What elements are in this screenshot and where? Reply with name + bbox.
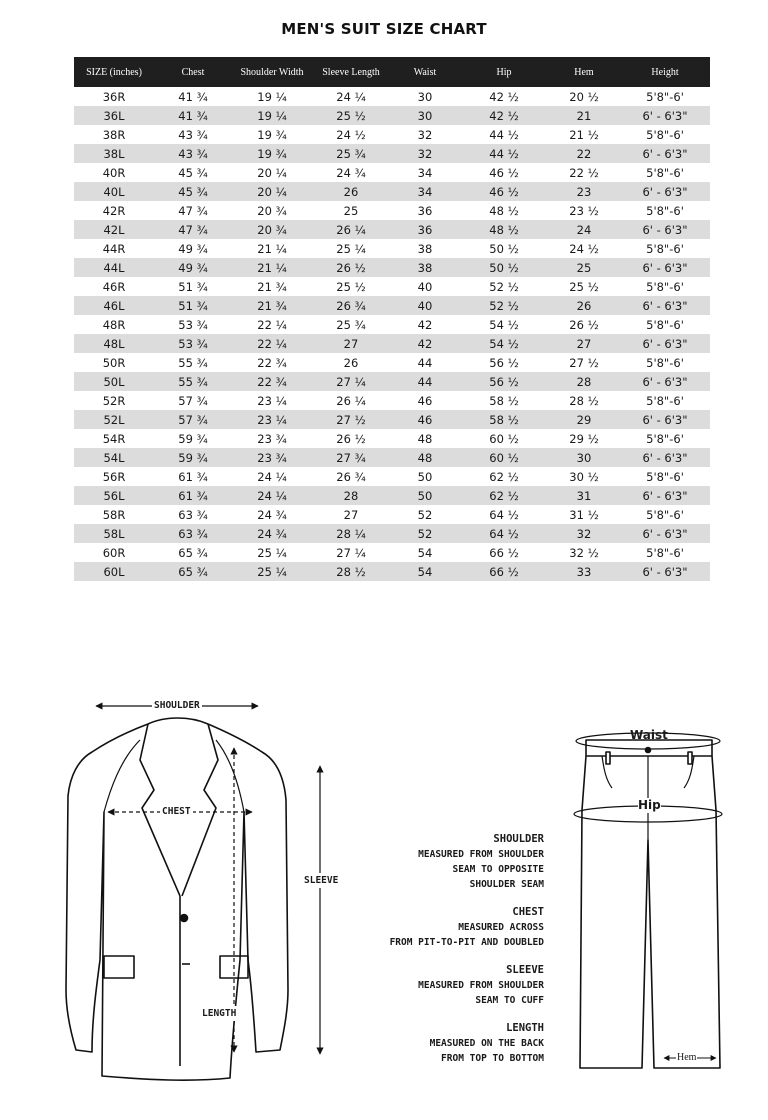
table-cell: 6' - 6'3" bbox=[620, 182, 710, 201]
desc-length bbox=[430, 1021, 544, 1066]
table-cell: 54L bbox=[74, 448, 154, 467]
table-cell: 58L bbox=[74, 524, 154, 543]
table-cell: 36 bbox=[390, 201, 460, 220]
table-cell: 19 ¼ bbox=[232, 87, 312, 106]
table-cell: 60L bbox=[74, 562, 154, 581]
table-cell: 6' - 6'3" bbox=[620, 410, 710, 429]
desc-line: MEASURED FROM SHOULDER bbox=[418, 980, 544, 991]
table-cell: 52 bbox=[390, 524, 460, 543]
table-cell: 22 bbox=[548, 144, 620, 163]
table-cell: 24 ¾ bbox=[232, 505, 312, 524]
table-cell: 6' - 6'3" bbox=[620, 144, 710, 163]
desc-heading: CHEST bbox=[512, 906, 544, 918]
table-cell: 43 ¾ bbox=[154, 144, 232, 163]
table-cell: 30 bbox=[390, 87, 460, 106]
column-header: Hip bbox=[460, 57, 548, 87]
table-cell: 27 bbox=[548, 334, 620, 353]
table-cell: 27 ½ bbox=[312, 410, 390, 429]
table-cell: 5'8"-6' bbox=[620, 353, 710, 372]
sleeve-label: SLEEVE bbox=[304, 875, 339, 886]
table-cell: 6' - 6'3" bbox=[620, 562, 710, 581]
table-cell: 42L bbox=[74, 220, 154, 239]
table-cell: 5'8"-6' bbox=[620, 467, 710, 486]
table-cell: 5'8"-6' bbox=[620, 87, 710, 106]
table-cell: 58 ½ bbox=[460, 410, 548, 429]
table-cell: 40R bbox=[74, 163, 154, 182]
table-cell: 34 bbox=[390, 182, 460, 201]
table-cell: 24 ¾ bbox=[232, 524, 312, 543]
table-cell: 32 bbox=[390, 125, 460, 144]
table-cell: 51 ¾ bbox=[154, 296, 232, 315]
waist-label: Waist bbox=[630, 728, 668, 742]
hem-label: Hem bbox=[677, 1052, 697, 1063]
table-cell: 24 bbox=[548, 220, 620, 239]
table-cell: 56L bbox=[74, 486, 154, 505]
pants-button bbox=[646, 748, 651, 753]
table-cell: 46L bbox=[74, 296, 154, 315]
table-cell: 27 ¾ bbox=[312, 448, 390, 467]
table-cell: 46 bbox=[390, 391, 460, 410]
table-cell: 32 bbox=[390, 144, 460, 163]
table-cell: 51 ¾ bbox=[154, 277, 232, 296]
table-cell: 19 ¾ bbox=[232, 144, 312, 163]
table-cell: 42 ½ bbox=[460, 106, 548, 125]
table-cell: 65 ¾ bbox=[154, 562, 232, 581]
table-cell: 22 ½ bbox=[548, 163, 620, 182]
table-cell: 20 ¾ bbox=[232, 220, 312, 239]
table-cell: 28 bbox=[548, 372, 620, 391]
table-cell: 24 ¼ bbox=[232, 467, 312, 486]
pants-illustration bbox=[580, 740, 720, 1068]
table-cell: 56 ½ bbox=[460, 372, 548, 391]
desc-shoulder bbox=[418, 832, 544, 892]
belt-loop-left bbox=[606, 752, 610, 764]
table-cell: 54 bbox=[390, 562, 460, 581]
table-cell: 46 bbox=[390, 410, 460, 429]
table-cell: 30 ½ bbox=[548, 467, 620, 486]
table-cell: 44R bbox=[74, 239, 154, 258]
desc-line: SEAM TO OPPOSITE bbox=[452, 864, 544, 875]
table-cell: 52 bbox=[390, 505, 460, 524]
table-cell: 32 bbox=[548, 524, 620, 543]
table-cell: 54 ½ bbox=[460, 334, 548, 353]
table-cell: 61 ¾ bbox=[154, 467, 232, 486]
table-cell: 26 ½ bbox=[312, 429, 390, 448]
table-cell: 55 ¾ bbox=[154, 372, 232, 391]
desc-heading: SLEEVE bbox=[506, 964, 544, 976]
table-cell: 23 ¾ bbox=[232, 448, 312, 467]
table-cell: 33 bbox=[548, 562, 620, 581]
table-cell: 38L bbox=[74, 144, 154, 163]
table-cell: 26 bbox=[548, 296, 620, 315]
table-cell: 5'8"-6' bbox=[620, 315, 710, 334]
table-cell: 28 ¼ bbox=[312, 524, 390, 543]
jacket-illustration bbox=[66, 718, 288, 1080]
table-cell: 58R bbox=[74, 505, 154, 524]
table-cell: 26 bbox=[312, 353, 390, 372]
desc-heading: SHOULDER bbox=[493, 833, 544, 845]
desc-line: MEASURED ON THE BACK bbox=[429, 1038, 544, 1049]
table-cell: 29 bbox=[548, 410, 620, 429]
table-cell: 26 ¾ bbox=[312, 467, 390, 486]
table-cell: 45 ¾ bbox=[154, 163, 232, 182]
table-cell: 25 ½ bbox=[312, 106, 390, 125]
table-cell: 48 bbox=[390, 448, 460, 467]
table-cell: 48R bbox=[74, 315, 154, 334]
table-cell: 40 bbox=[390, 277, 460, 296]
column-header: Waist bbox=[390, 57, 460, 87]
table-cell: 59 ¾ bbox=[154, 448, 232, 467]
table-cell: 26 ¾ bbox=[312, 296, 390, 315]
table-cell: 48 bbox=[390, 429, 460, 448]
table-cell: 19 ¾ bbox=[232, 125, 312, 144]
table-cell: 50L bbox=[74, 372, 154, 391]
table-cell: 60R bbox=[74, 543, 154, 562]
left-pocket-flap bbox=[104, 956, 134, 978]
table-cell: 6' - 6'3" bbox=[620, 448, 710, 467]
jacket-outline bbox=[66, 724, 288, 1080]
table-cell: 6' - 6'3" bbox=[620, 334, 710, 353]
table-cell: 53 ¾ bbox=[154, 334, 232, 353]
hip-label: Hip bbox=[638, 798, 661, 812]
table-cell: 50R bbox=[74, 353, 154, 372]
table-cell: 52R bbox=[74, 391, 154, 410]
table-cell: 26 ½ bbox=[548, 315, 620, 334]
table-cell: 26 bbox=[312, 182, 390, 201]
table-cell: 29 ½ bbox=[548, 429, 620, 448]
table-cell: 66 ½ bbox=[460, 543, 548, 562]
desc-sleeve bbox=[418, 963, 544, 1008]
table-cell: 46 ½ bbox=[460, 182, 548, 201]
table-cell: 24 ¼ bbox=[312, 87, 390, 106]
table-cell: 48 ½ bbox=[460, 201, 548, 220]
chest-label: CHEST bbox=[162, 806, 191, 817]
table-cell: 62 ½ bbox=[460, 486, 548, 505]
table-cell: 45 ¾ bbox=[154, 182, 232, 201]
table-cell: 24 ½ bbox=[312, 125, 390, 144]
table-cell: 46 ½ bbox=[460, 163, 548, 182]
belt-loop-right bbox=[688, 752, 692, 764]
table-cell: 27 ¼ bbox=[312, 372, 390, 391]
table-cell: 50 ½ bbox=[460, 258, 548, 277]
table-cell: 20 ½ bbox=[548, 87, 620, 106]
table-cell: 58 ½ bbox=[460, 391, 548, 410]
table-cell: 44 ½ bbox=[460, 125, 548, 144]
desc-heading: LENGTH bbox=[506, 1022, 544, 1034]
table-cell: 5'8"-6' bbox=[620, 239, 710, 258]
table-cell: 49 ¾ bbox=[154, 239, 232, 258]
table-cell: 56 ½ bbox=[460, 353, 548, 372]
table-cell: 41 ¾ bbox=[154, 87, 232, 106]
desc-line: FROM PIT-TO-PIT AND DOUBLED bbox=[389, 937, 544, 948]
desc-line: SEAM TO CUFF bbox=[475, 995, 544, 1006]
table-cell: 23 ¼ bbox=[232, 391, 312, 410]
table-cell: 44 bbox=[390, 372, 460, 391]
table-cell: 19 ¼ bbox=[232, 106, 312, 125]
table-cell: 42 ½ bbox=[460, 87, 548, 106]
table-cell: 53 ¾ bbox=[154, 315, 232, 334]
table-cell: 27 ½ bbox=[548, 353, 620, 372]
table-cell: 30 bbox=[390, 106, 460, 125]
column-header: SIZE (inches) bbox=[74, 57, 154, 87]
table-cell: 57 ¾ bbox=[154, 410, 232, 429]
table-cell: 25 bbox=[548, 258, 620, 277]
table-cell: 26 ½ bbox=[312, 258, 390, 277]
table-cell: 25 ¾ bbox=[312, 144, 390, 163]
table-cell: 48 ½ bbox=[460, 220, 548, 239]
table-cell: 41 ¾ bbox=[154, 106, 232, 125]
table-cell: 42R bbox=[74, 201, 154, 220]
table-cell: 55 ¾ bbox=[154, 353, 232, 372]
table-cell: 40 bbox=[390, 296, 460, 315]
table-cell: 24 ½ bbox=[548, 239, 620, 258]
table-cell: 27 ¼ bbox=[312, 543, 390, 562]
column-header: Height bbox=[620, 57, 710, 87]
table-cell: 25 ¼ bbox=[232, 543, 312, 562]
table-cell: 21 ¼ bbox=[232, 239, 312, 258]
table-cell: 27 bbox=[312, 334, 390, 353]
table-cell: 38 bbox=[390, 258, 460, 277]
table-cell: 6' - 6'3" bbox=[620, 296, 710, 315]
table-cell: 43 ¾ bbox=[154, 125, 232, 144]
table-cell: 47 ¾ bbox=[154, 220, 232, 239]
table-cell: 59 ¾ bbox=[154, 429, 232, 448]
table-cell: 24 ¾ bbox=[312, 163, 390, 182]
table-cell: 50 ½ bbox=[460, 239, 548, 258]
table-cell: 5'8"-6' bbox=[620, 429, 710, 448]
jacket-left-armhole bbox=[104, 740, 140, 812]
desc-line: FROM TOP TO BOTTOM bbox=[441, 1053, 544, 1064]
table-cell: 31 ½ bbox=[548, 505, 620, 524]
table-cell: 64 ½ bbox=[460, 524, 548, 543]
table-cell: 6' - 6'3" bbox=[620, 372, 710, 391]
table-cell: 22 ¾ bbox=[232, 372, 312, 391]
table-cell: 21 bbox=[548, 106, 620, 125]
table-cell: 64 ½ bbox=[460, 505, 548, 524]
table-cell: 5'8"-6' bbox=[620, 163, 710, 182]
table-cell: 25 ¼ bbox=[312, 239, 390, 258]
table-cell: 32 ½ bbox=[548, 543, 620, 562]
table-cell: 28 ½ bbox=[312, 562, 390, 581]
table-cell: 65 ¾ bbox=[154, 543, 232, 562]
column-header: Hem bbox=[548, 57, 620, 87]
table-cell: 49 ¾ bbox=[154, 258, 232, 277]
table-cell: 54R bbox=[74, 429, 154, 448]
table-cell: 56R bbox=[74, 467, 154, 486]
table-cell: 63 ¾ bbox=[154, 505, 232, 524]
table-cell: 25 ½ bbox=[548, 277, 620, 296]
column-header: Shoulder Width bbox=[232, 57, 312, 87]
table-cell: 42 bbox=[390, 315, 460, 334]
table-cell: 44 bbox=[390, 353, 460, 372]
table-cell: 22 ¼ bbox=[232, 334, 312, 353]
table-cell: 28 bbox=[312, 486, 390, 505]
desc-line: SHOULDER SEAM bbox=[469, 879, 544, 890]
table-cell: 52 ½ bbox=[460, 277, 548, 296]
table-cell: 52L bbox=[74, 410, 154, 429]
chart-title: MEN'S SUIT SIZE CHART bbox=[281, 20, 487, 38]
desc-line: MEASURED FROM SHOULDER bbox=[418, 849, 544, 860]
table-cell: 6' - 6'3" bbox=[620, 258, 710, 277]
table-cell: 25 bbox=[312, 201, 390, 220]
table-cell: 23 ¼ bbox=[232, 410, 312, 429]
table-cell: 20 ¾ bbox=[232, 201, 312, 220]
shoulder-label: SHOULDER bbox=[154, 700, 200, 711]
table-cell: 24 ¼ bbox=[232, 486, 312, 505]
table-cell: 20 ¼ bbox=[232, 163, 312, 182]
table-cell: 21 ½ bbox=[548, 125, 620, 144]
jacket-button bbox=[181, 915, 188, 922]
table-cell: 36 bbox=[390, 220, 460, 239]
table-cell: 60 ½ bbox=[460, 448, 548, 467]
table-cell: 5'8"-6' bbox=[620, 391, 710, 410]
table-cell: 5'8"-6' bbox=[620, 125, 710, 144]
jacket-right-armhole bbox=[216, 740, 244, 812]
table-cell: 36L bbox=[74, 106, 154, 125]
table-cell: 57 ¾ bbox=[154, 391, 232, 410]
jacket-collar bbox=[148, 718, 208, 724]
length-label: LENGTH bbox=[202, 1008, 237, 1019]
table-cell: 21 ¾ bbox=[232, 277, 312, 296]
table-cell: 21 ¾ bbox=[232, 296, 312, 315]
table-cell: 25 ¾ bbox=[312, 315, 390, 334]
table-cell: 50 bbox=[390, 486, 460, 505]
table-cell: 63 ¾ bbox=[154, 524, 232, 543]
table-cell: 22 ¼ bbox=[232, 315, 312, 334]
table-cell: 46R bbox=[74, 277, 154, 296]
table-cell: 50 bbox=[390, 467, 460, 486]
table-cell: 22 ¾ bbox=[232, 353, 312, 372]
column-header: Chest bbox=[154, 57, 232, 87]
table-cell: 21 ¼ bbox=[232, 258, 312, 277]
table-cell: 44L bbox=[74, 258, 154, 277]
table-cell: 6' - 6'3" bbox=[620, 106, 710, 125]
table-cell: 23 ½ bbox=[548, 201, 620, 220]
table-cell: 36R bbox=[74, 87, 154, 106]
table-cell: 52 ½ bbox=[460, 296, 548, 315]
table-cell: 61 ¾ bbox=[154, 486, 232, 505]
table-cell: 31 bbox=[548, 486, 620, 505]
table-cell: 5'8"-6' bbox=[620, 277, 710, 296]
table-cell: 27 bbox=[312, 505, 390, 524]
table-cell: 47 ¾ bbox=[154, 201, 232, 220]
table-cell: 38R bbox=[74, 125, 154, 144]
table-cell: 5'8"-6' bbox=[620, 201, 710, 220]
table-cell: 6' - 6'3" bbox=[620, 524, 710, 543]
table-cell: 66 ½ bbox=[460, 562, 548, 581]
table-cell: 62 ½ bbox=[460, 467, 548, 486]
desc-chest bbox=[390, 905, 544, 950]
table-cell: 44 ½ bbox=[460, 144, 548, 163]
table-cell: 20 ¼ bbox=[232, 182, 312, 201]
table-cell: 54 ½ bbox=[460, 315, 548, 334]
table-cell: 30 bbox=[548, 448, 620, 467]
table-cell: 38 bbox=[390, 239, 460, 258]
table-cell: 5'8"-6' bbox=[620, 543, 710, 562]
table-cell: 60 ½ bbox=[460, 429, 548, 448]
table-cell: 25 ¼ bbox=[232, 562, 312, 581]
table-cell: 23 ¾ bbox=[232, 429, 312, 448]
table-cell: 26 ¼ bbox=[312, 391, 390, 410]
table-cell: 54 bbox=[390, 543, 460, 562]
table-cell: 34 bbox=[390, 163, 460, 182]
table-cell: 28 ½ bbox=[548, 391, 620, 410]
table-cell: 23 bbox=[548, 182, 620, 201]
column-header: Sleeve Length bbox=[312, 57, 390, 87]
table-cell: 48L bbox=[74, 334, 154, 353]
table-cell: 5'8"-6' bbox=[620, 505, 710, 524]
table-cell: 6' - 6'3" bbox=[620, 486, 710, 505]
desc-line: MEASURED ACROSS bbox=[458, 922, 544, 933]
table-cell: 6' - 6'3" bbox=[620, 220, 710, 239]
table-cell: 40L bbox=[74, 182, 154, 201]
table-cell: 42 bbox=[390, 334, 460, 353]
table-cell: 25 ½ bbox=[312, 277, 390, 296]
table-cell: 26 ¼ bbox=[312, 220, 390, 239]
